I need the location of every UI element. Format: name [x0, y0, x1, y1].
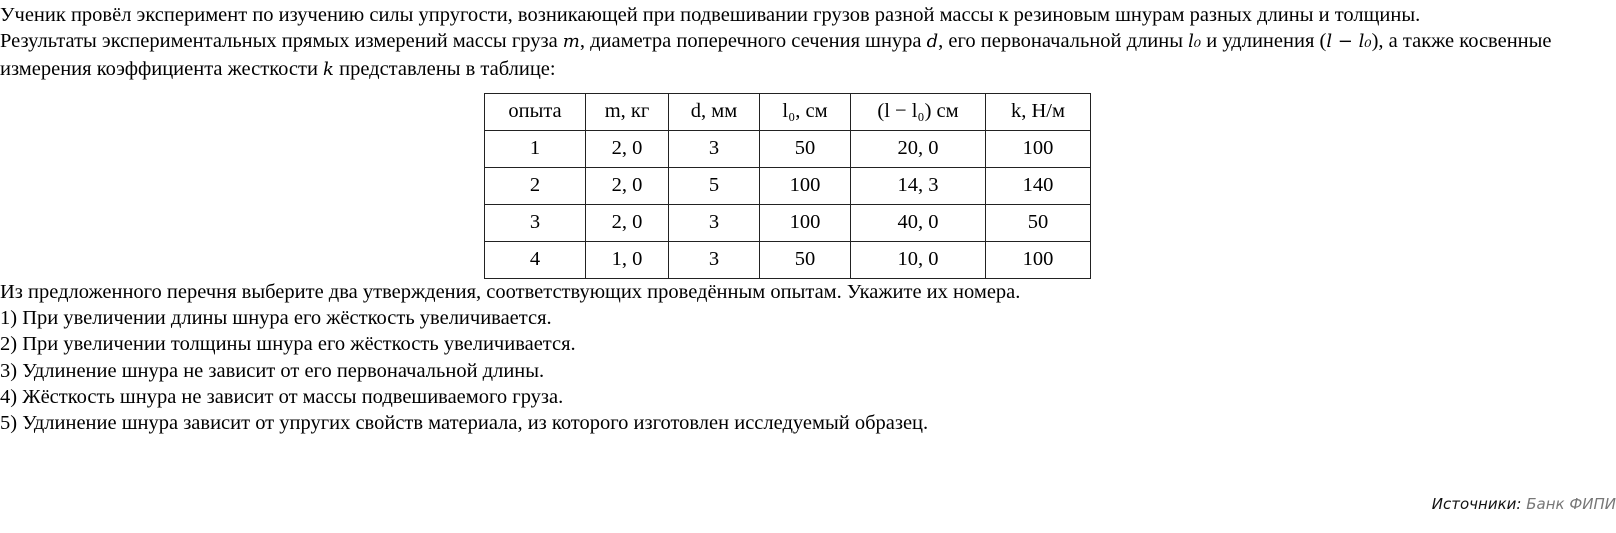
table-cell: 3 [669, 130, 760, 167]
math-d: d [926, 31, 939, 53]
math-k: k [323, 58, 334, 80]
text: представлены в таблице: [333, 57, 556, 80]
text: и удлинения ( [1201, 30, 1327, 53]
table-row [485, 204, 1091, 241]
table-cell: 4 [485, 241, 586, 278]
math-l0: l₀ [1188, 31, 1202, 53]
header-cell: (l − l₀) см [851, 93, 986, 130]
table-cell: 2, 0 [586, 204, 669, 241]
table-cell: 2, 0 [586, 167, 669, 204]
header-cell: l₀, см [760, 93, 851, 130]
table-cell: 140 [986, 167, 1091, 204]
text: Результаты экспериментальных прямых измерений массы груза [0, 30, 563, 53]
table-cell: 3 [669, 241, 760, 278]
option-2: 2) При увеличении толщины шнура его жёсткость увеличивается. [0, 333, 576, 356]
table-header-row [485, 93, 1091, 130]
table-cell: 40, 0 [851, 204, 986, 241]
table-cell: 1 [485, 130, 586, 167]
header-cell: опыта [485, 93, 586, 130]
math-elongation: l − l₀ [1326, 31, 1372, 53]
table-cell: 2 [485, 167, 586, 204]
data-table [484, 93, 1091, 279]
source [1432, 495, 1616, 513]
table-cell: 3 [669, 204, 760, 241]
table-row [485, 241, 1091, 278]
option-3: 3) Удлинение шнура не зависит от его первоначальной длины. [0, 359, 545, 382]
table-cell: 100 [760, 204, 851, 241]
table-cell: 14, 3 [851, 167, 986, 204]
table-cell: 100 [986, 241, 1091, 278]
intro-paragraph-1: Ученик провёл эксперимент по изучению силы упругости, возникающей при подвешивании грузов разной массы к резиновым шнурам разных длины и толщины. [0, 4, 1421, 26]
table-cell: 100 [760, 167, 851, 204]
option-4: 4) Жёсткость шнура не зависит от массы подвешиваемого груза. [0, 386, 564, 409]
text: , диаметра поперечного сечения шнура [579, 30, 927, 53]
option-5: 5) Удлинение шнура зависит от упругих свойств материала, из которого изготовлен исследуемый образец. [0, 412, 929, 435]
header-cell: k, Н/м [986, 93, 1091, 130]
table-cell: 20, 0 [851, 130, 986, 167]
table-cell: 50 [760, 130, 851, 167]
table-cell: 3 [485, 204, 586, 241]
table-cell: 10, 0 [851, 241, 986, 278]
source-link[interactable]: Банк ФИПИ [1526, 495, 1616, 513]
table-cell: 100 [986, 130, 1091, 167]
table-cell: 1, 0 [586, 241, 669, 278]
table-row [485, 167, 1091, 204]
table-cell: 2, 0 [586, 130, 669, 167]
source-label: Источники: [1431, 495, 1522, 513]
header-cell: d, мм [669, 93, 760, 130]
text: ), а также косвенные измерения коэффициента жесткости [0, 30, 1552, 80]
table-cell: 5 [669, 167, 760, 204]
intro-paragraph-2 [0, 28, 1616, 83]
text: , его первоначальной длины [938, 30, 1189, 53]
math-m: m [562, 31, 580, 53]
header-cell: m, кг [586, 93, 669, 130]
table-cell: 50 [760, 241, 851, 278]
question: Из предложенного перечня выберите два утверждения, соответствующих проведённым опытам. Укажите их номера. [0, 280, 1021, 303]
option-1: 1) При увеличении длины шнура его жёсткость увеличивается. [0, 307, 552, 330]
table-row [485, 130, 1091, 167]
table-cell: 50 [986, 204, 1091, 241]
